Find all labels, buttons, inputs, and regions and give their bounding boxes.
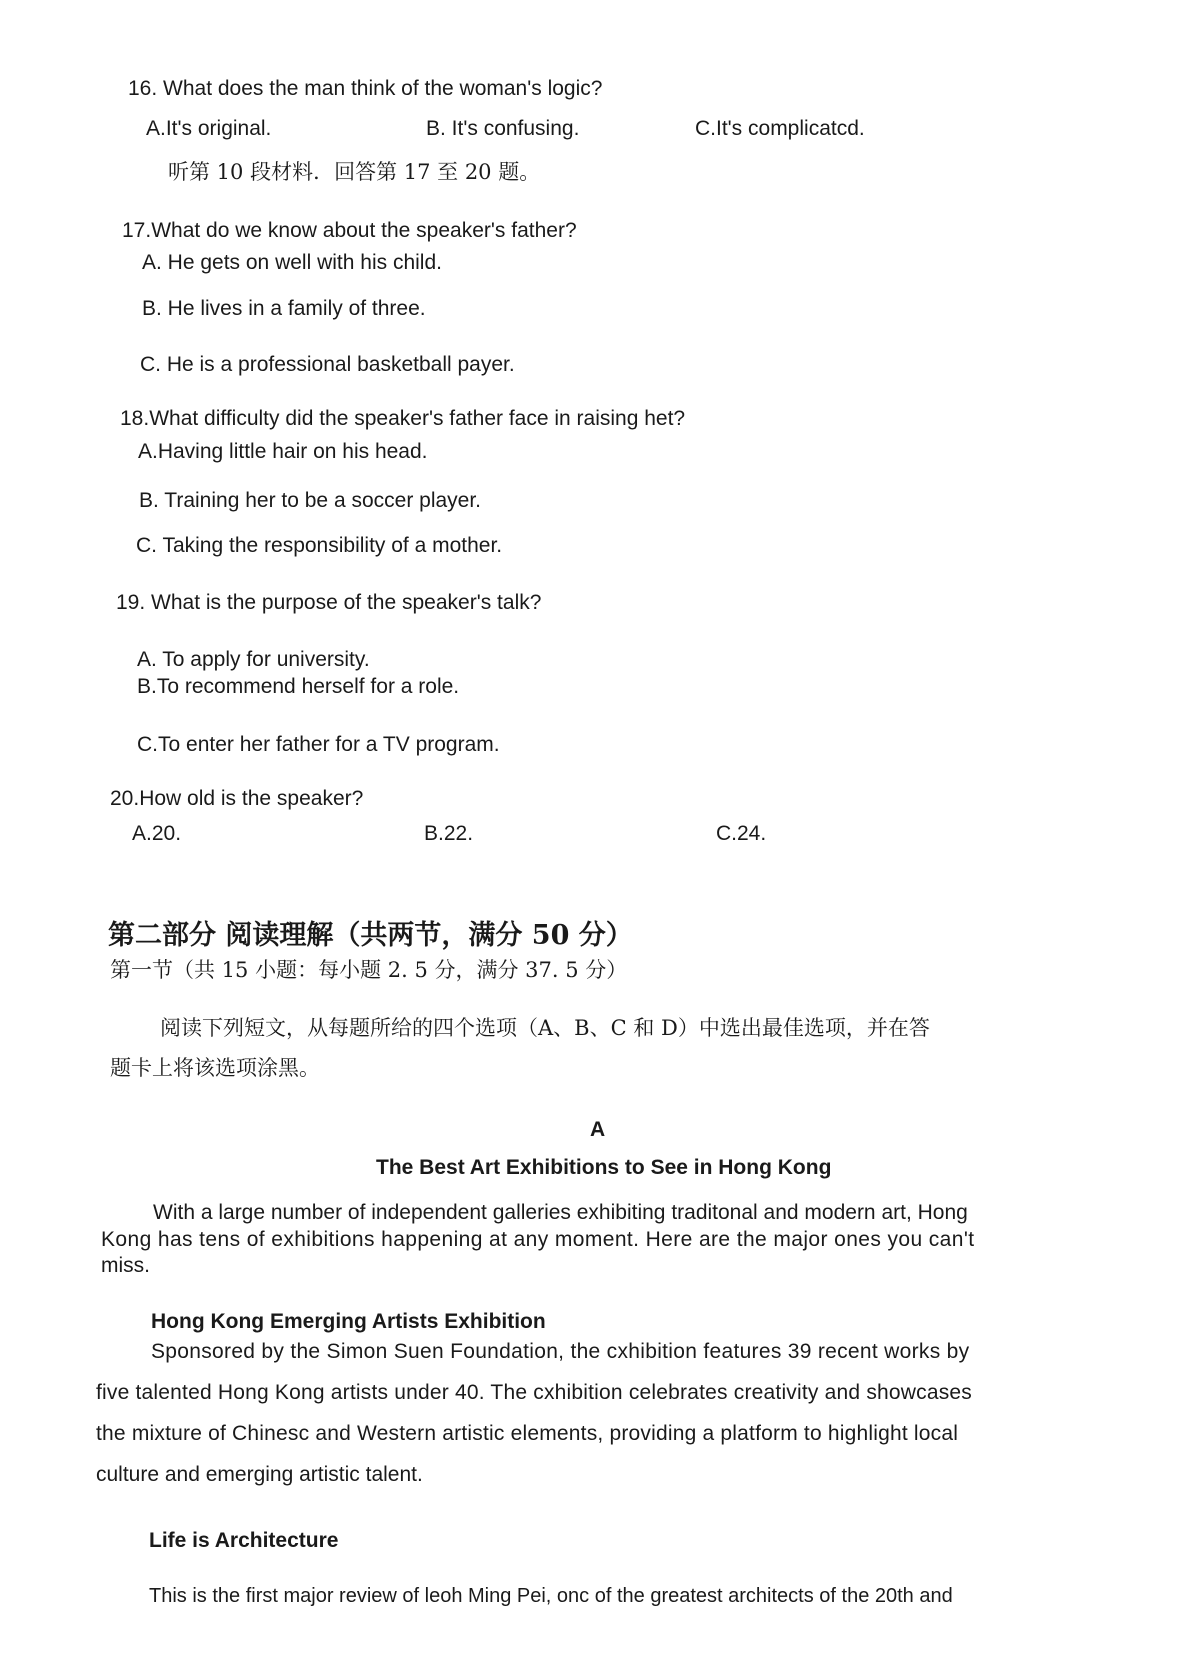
q18-question: 18.What difficulty did the speaker's father face in raising het? — [120, 407, 686, 430]
q20-option-b: B.22. — [424, 822, 474, 845]
q17-option-c: C. He is a professional basketball payer. — [140, 353, 515, 376]
q20-option-c: C.24. — [716, 822, 767, 845]
q19-option-b: B.To recommend herself for a role. — [137, 675, 460, 698]
exhibit1-title: Hong Kong Emerging Artists Exhibition — [151, 1310, 546, 1333]
q16-question: 16. What does the man think of the woman's logic? — [128, 77, 603, 100]
q16-option-a: A.It's original. — [146, 117, 272, 140]
section-10-instruction: 听第 10 段材料．回答第 17 至 20 题。 — [168, 160, 541, 184]
q20-question: 20.How old is the speaker? — [110, 787, 364, 810]
intro-line-2: Kong has tens of exhibitions happening at any moment. Here are the major ones you can't — [101, 1228, 975, 1251]
part2-instruction-line2: 题卡上将该选项涂黑。 — [110, 1056, 320, 1080]
part2-instruction-line1: 阅读下列短文，从每题所给的四个选项（A、B、C 和 D）中选出最佳选项，并在答 — [160, 1016, 930, 1040]
q17-question: 17.What do we know about the speaker's father? — [122, 219, 577, 242]
exhibit1-line-1: Sponsored by the Simon Suen Foundation, the cxhibition features 39 recent works by — [151, 1340, 970, 1363]
q17-option-b: B. He lives in a family of three. — [142, 297, 426, 320]
q19-option-c: C.To enter her father for a TV program. — [137, 733, 500, 756]
q20-option-a: A.20. — [132, 822, 182, 845]
q16-option-c: C.It's complicatcd. — [695, 117, 865, 140]
exhibit2-line-1: This is the first major review of leoh Ming Pei, onc of the greatest architects of the 20th and — [149, 1585, 953, 1607]
q16-option-b: B. It's confusing. — [426, 117, 580, 140]
q19-question: 19. What is the purpose of the speaker's talk? — [116, 591, 542, 614]
q17-option-a: A. He gets on well with his child. — [142, 251, 442, 274]
intro-line-3: miss. — [101, 1254, 150, 1277]
q18-option-b: B. Training her to be a soccer player. — [139, 489, 482, 512]
passage-title: The Best Art Exhibitions to See in Hong Kong — [376, 1156, 832, 1179]
intro-line-1: With a large number of independent galleries exhibiting traditonal and modern art, Hong — [153, 1201, 968, 1224]
exhibit1-line-2: five talented Hong Kong artists under 40. The cxhibition celebrates creativity and showcases — [96, 1381, 972, 1404]
q18-option-a: A.Having little hair on his head. — [138, 440, 428, 463]
exhibit2-title: Life is Architecture — [149, 1529, 339, 1552]
part2-section1: 第一节（共 15 小题：每小题 2. 5 分，满分 37. 5 分） — [110, 958, 628, 982]
q19-option-a: A. To apply for university. — [137, 648, 370, 671]
exhibit1-line-3: the mixture of Chinesc and Western artistic elements, providing a platform to highlight local — [96, 1422, 959, 1445]
part2-heading: 第二部分 阅读理解（共两节，满分 50 分） — [108, 920, 633, 951]
passage-letter: A — [590, 1118, 606, 1141]
exhibit1-line-4: culture and emerging artistic talent. — [96, 1463, 423, 1486]
q18-option-c: C. Taking the responsibility of a mother. — [136, 534, 503, 557]
